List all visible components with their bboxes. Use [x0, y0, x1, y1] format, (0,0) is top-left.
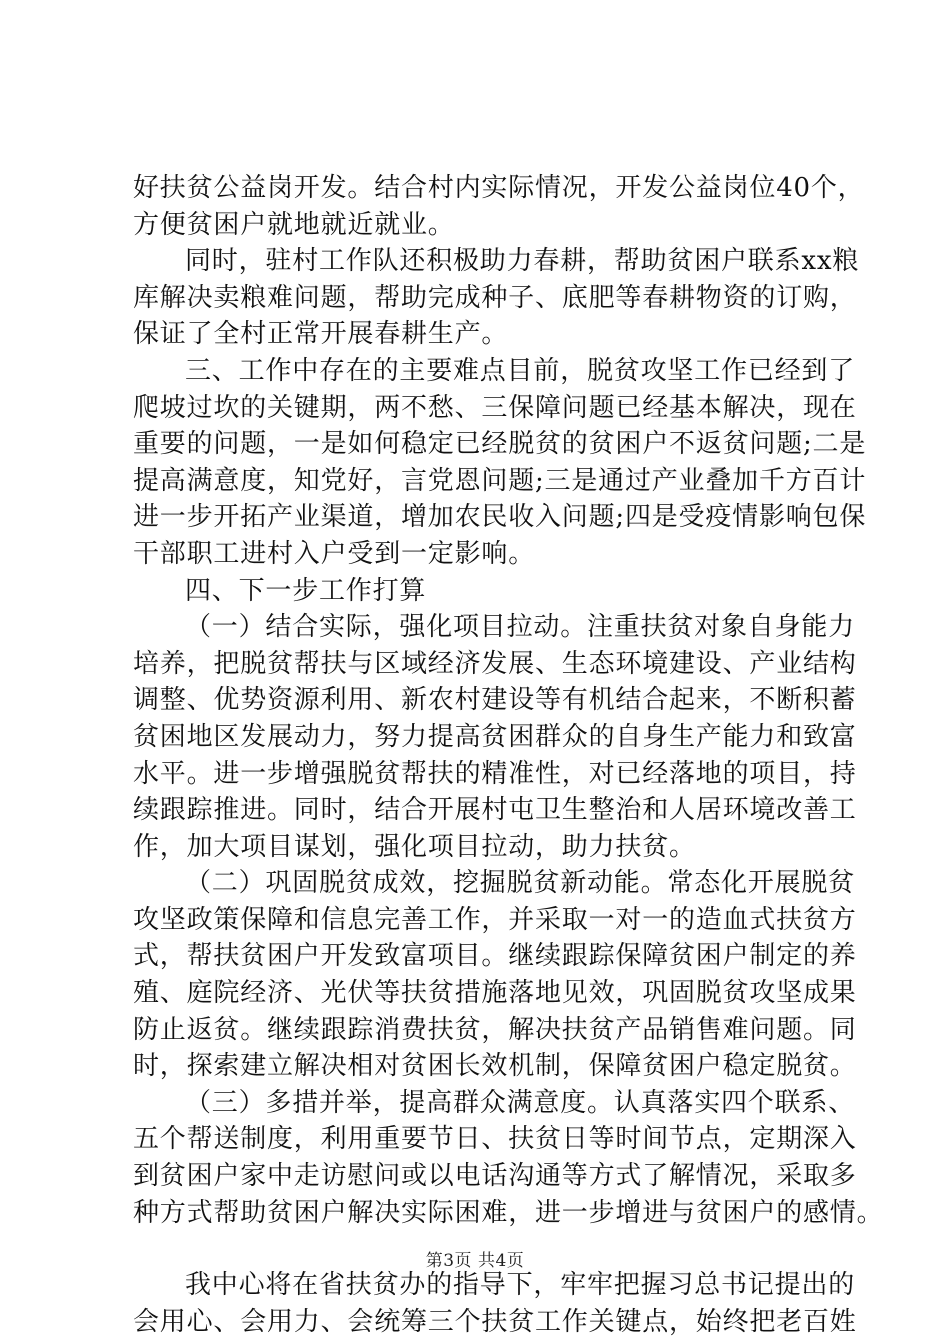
text-line: 攻坚政策保障和信息完善工作，并采取一对一的造血式扶贫方 — [133, 904, 857, 935]
text-line: 保证了全村正常开展春耕生产。 — [133, 319, 509, 350]
paragraph — [133, 573, 833, 610]
text-line: 调整、优势资源利用、新农村建设等有机结合起来，不断积蓄 — [133, 685, 857, 716]
text-line: 进一步开拓产业渠道，增加农民收入问题;四是受疫情影响包保 — [133, 502, 867, 533]
paragraph — [133, 1085, 884, 1231]
paragraph — [133, 1267, 857, 1340]
subsection-heading-line: （一）结合实际，强化项目拉动。注重扶贫对象自身能力 — [185, 612, 856, 643]
paragraph — [133, 243, 860, 353]
text-line: 水平。进一步增强脱贫帮扶的精准性，对已经落地的项目，持 — [133, 758, 857, 789]
subsection-heading-line: （三）多措并举，提高群众满意度。认真落实四个联系、 — [185, 1087, 856, 1118]
document-body — [133, 170, 884, 1340]
section-heading-line: 三、工作中存在的主要难点目前，脱贫攻坚工作已经到了 — [185, 355, 856, 386]
text-line: 我中心将在省扶贫办的指导下，牢牢把握习总书记提出的 — [185, 1270, 856, 1301]
text-line: 续跟踪推进。同时，结合开展村屯卫生整治和人居环境改善工 — [133, 795, 857, 826]
paragraph — [133, 609, 857, 865]
paragraph — [133, 865, 857, 1085]
text-line: 殖、庭院经济、光伏等扶贫措施落地见效，巩固脱贫攻坚成果 — [133, 978, 857, 1009]
text-line: 五个帮送制度，利用重要节日、扶贫日等时间节点，定期深入 — [133, 1124, 857, 1155]
text-line: 贫困地区发展动力，努力提高贫困群众的自身生产能力和致富 — [133, 721, 857, 752]
text-line: 种方式帮助贫困户解决实际困难，进一步增进与贫困户的感情。 — [133, 1197, 884, 1228]
paragraph — [133, 170, 865, 243]
text-line: 时，探索建立解决相对贫困长效机制，保障贫困户稳定脱贫。 — [133, 1051, 857, 1082]
text-line: 到贫困户家中走访慰问或以电话沟通等方式了解情况，采取多 — [133, 1161, 857, 1192]
text-line: 重要的问题，一是如何稳定已经脱贫的贫困户不返贫问题;二是 — [133, 429, 867, 460]
text-line: 干部职工进村入户受到一定影响。 — [133, 538, 536, 569]
text-line: 培养，把脱贫帮扶与区域经济发展、生态环境建设、产业结构 — [133, 648, 857, 679]
text-line: 方便贫困户就地就近就业。 — [133, 209, 455, 240]
text-line: 防止返贫。继续跟踪消费扶贫，解决扶贫产品销售难问题。同 — [133, 1014, 857, 1045]
text-line: 提高满意度，知党好，言党恩问题;三是通过产业叠加千方百计 — [133, 465, 867, 496]
section-heading: 四、下一步工作打算 — [185, 575, 427, 606]
text-line: 爬坡过坎的关键期，两不愁、三保障问题已经基本解决，现在 — [133, 392, 857, 423]
paragraph — [133, 353, 867, 573]
text-line: 式，帮扶贫困户开发致富项目。继续跟踪保障贫困户制定的养 — [133, 941, 857, 972]
subsection-heading-line: （二）巩固脱贫成效，挖掘脱贫新动能。常态化开展脱贫 — [185, 868, 856, 899]
text-line: 会用心、会用力、会统筹三个扶贫工作关键点，始终把老百姓 — [133, 1306, 857, 1337]
text-line: 好扶贫公益岗开发。结合村内实际情况，开发公益岗位40个， — [133, 173, 865, 203]
text-line: 库解决卖粮难问题，帮助完成种子、底肥等春耕物资的订购， — [133, 282, 857, 313]
text-line: 作，加大项目谋划，强化项目拉动，助力扶贫。 — [133, 831, 696, 862]
text-line: 同时，驻村工作队还积极助力春耕，帮助贫困户联系xx粮 — [185, 246, 860, 277]
page-indicator: 第3页 共4页 — [425, 1251, 525, 1271]
